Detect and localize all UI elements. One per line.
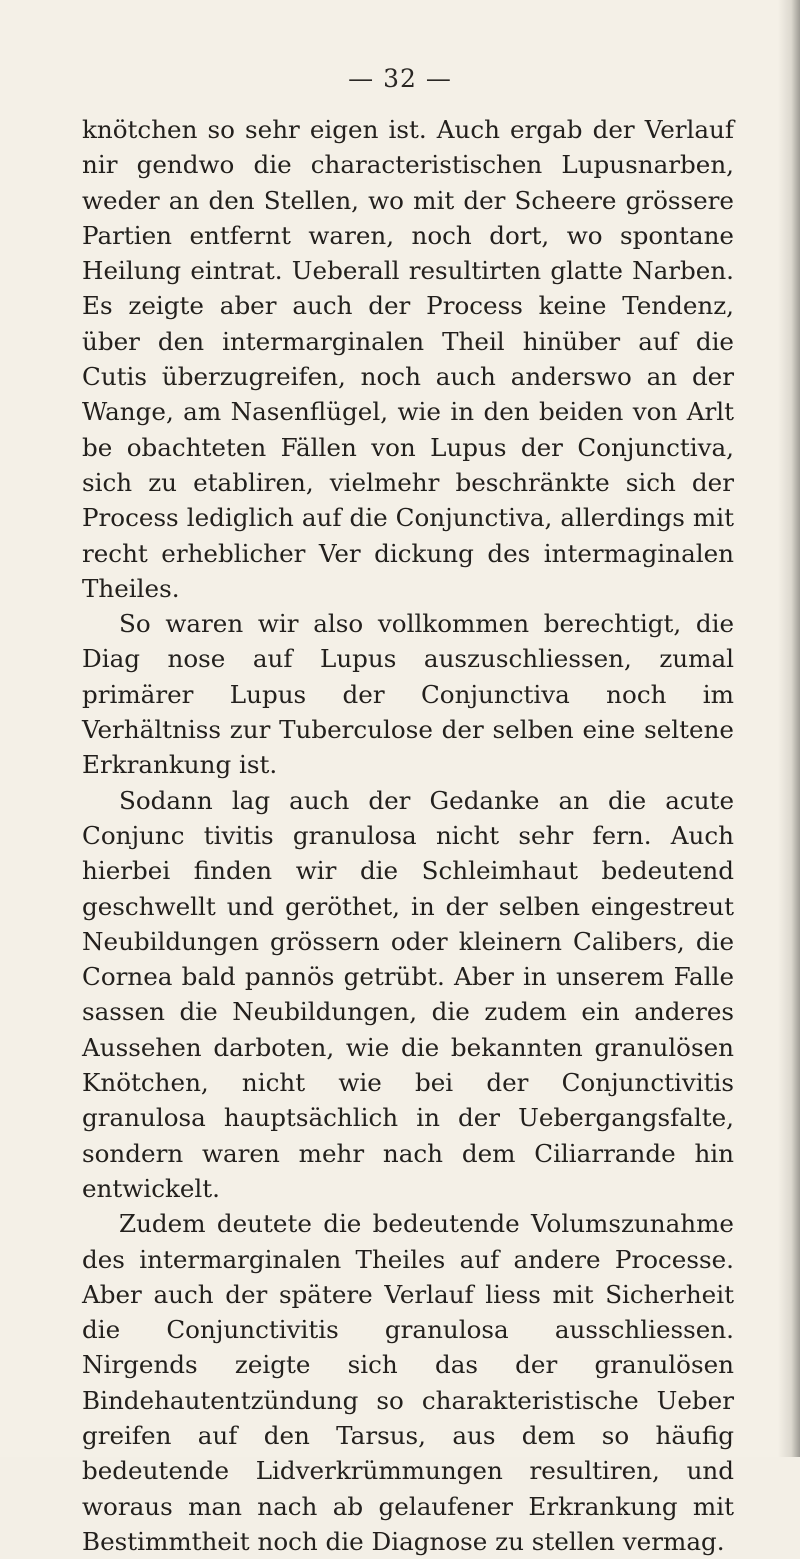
text-line: keine Tendenz, über den intermarginalen Theil hinüber — [82, 291, 734, 356]
text-line: auf die Conjunctiva, allerdings mit recht erheblicher Ver — [82, 503, 734, 568]
text-line: Stellen, wo mit der Scheere grössere Partien entfernt — [82, 185, 734, 250]
text-line: Falle sassen die Neubildungen, die zudem ein anderes — [82, 962, 734, 1027]
text-line: So waren wir also vollkommen berechtigt, die Diag — [82, 609, 734, 674]
text-line: tivitis granulosa nicht sehr fern. Auch hierbei finden wir — [82, 820, 734, 886]
text-line: selben eine seltene Erkrankung ist. — [82, 715, 734, 780]
paragraph-1 — [82, 112, 734, 606]
text-line: resultirten glatte Narben. Es zeigte aber auch der Process — [82, 256, 734, 321]
text-line: dickung des intermaginalen Theiles. — [82, 538, 734, 603]
text-line: intermarginalen Theiles auf andere Processe. Aber auch — [82, 1244, 734, 1309]
text-line: knötchen so sehr eigen ist. Auch ergab der Verlauf nir — [82, 115, 734, 180]
text-line: der Conjunctiva noch im Verhältniss zur Tuberculose der — [82, 679, 734, 745]
text-line: Zudem deutete die bedeutende Volumszunahme des — [82, 1209, 734, 1274]
paragraph-4 — [82, 1206, 734, 1559]
text-line: greifen auf den Tarsus, aus dem so häufig bedeutende — [82, 1420, 734, 1486]
page-edge-shadow — [778, 0, 800, 1457]
text-line: auf die Cutis überzugreifen, noch auch anderswo an der — [82, 326, 734, 392]
text-line: der spätere Verlauf liess mit Sicherheit die Conjunctivitis — [82, 1279, 734, 1345]
text-line: etabliren, vielmehr beschränkte sich der Process lediglich — [82, 467, 734, 533]
text-line: Aussehen darboten, wie die bekannten granulösen Knötchen, — [82, 1032, 734, 1098]
body-text — [82, 112, 734, 1559]
text-line: in der Uebergangsfalte, sondern waren mehr nach dem — [82, 1103, 734, 1168]
text-line: granulosa ausschliessen. Nirgends zeigte sich das der — [82, 1315, 734, 1380]
text-line: Wange, am Nasenflügel, wie in den beiden von Arlt be — [82, 397, 734, 462]
page-number: — 32 — — [348, 64, 452, 93]
text-line: obachteten Fällen von Lupus der Conjunctiva, sich zu — [82, 432, 734, 497]
text-line: Calibers, die Cornea bald pannös getrübt. Aber in unserem — [82, 926, 735, 992]
text-line: Ciliarrande hin entwickelt. — [82, 1138, 734, 1203]
text-line: Sodann lag auch der Gedanke an die acute Conjunc — [82, 785, 734, 850]
text-line: gelaufener Erkrankung mit Bestimmtheit noch die Diagnose — [82, 1491, 734, 1556]
text-line: zu stellen vermag. — [495, 1526, 725, 1556]
text-line: die Schleimhaut bedeutend geschwellt und geröthet, in der — [82, 856, 734, 921]
text-line: Lidverkrümmungen resultiren, und woraus man nach ab — [82, 1456, 735, 1521]
paragraph-3 — [82, 783, 734, 1207]
text-line: nicht wie bei der Conjunctivitis granulosa hauptsächlich — [82, 1068, 734, 1133]
text-line: nose auf Lupus auszuschliessen, zumal primärer Lupus — [82, 644, 734, 709]
text-line: waren, noch dort, wo spontane Heilung eintrat. Ueberall — [82, 220, 734, 286]
text-line: gendwo die characteristischen Lupusnarben, weder an den — [82, 150, 734, 215]
text-line: granulösen Bindehautentzündung so charakteristische Ueber — [82, 1350, 734, 1415]
paragraph-2 — [82, 606, 734, 782]
text-line: selben eingestreut Neubildungen grössern oder kleinern — [82, 891, 734, 956]
